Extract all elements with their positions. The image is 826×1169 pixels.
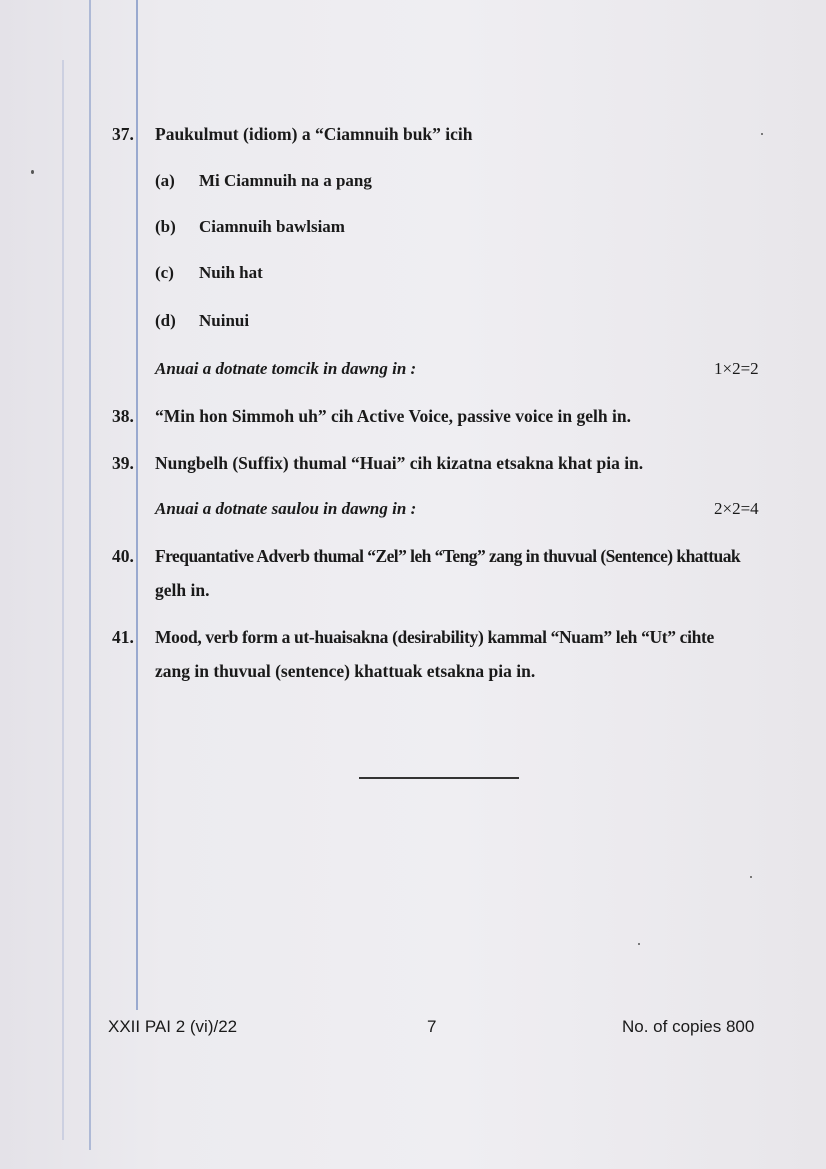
margin-line-left — [89, 0, 91, 1150]
section-marks-short: 1×2=2 — [714, 359, 759, 378]
question-38-text: “Min hon Simmoh uh” cih Active Voice, passive voice in gelh in. — [155, 406, 631, 426]
option-text-b: Ciamnuih bawlsiam — [199, 217, 345, 236]
scan-speck — [638, 943, 640, 945]
scan-speck — [750, 876, 752, 878]
end-of-paper-rule — [359, 777, 519, 779]
question-number-41: 41. — [112, 627, 134, 647]
question-number-38: 38. — [112, 406, 134, 426]
margin-line-faint — [62, 60, 64, 1140]
question-number-37: 37. — [112, 124, 134, 144]
margin-line-right — [136, 0, 138, 1010]
question-40-line1: Frequantative Adverb thumal “Zel” leh “Teng” zang in thuvual (Sentence) khattuak — [155, 546, 741, 566]
footer-page-number: 7 — [427, 1017, 437, 1036]
section-instruction-short: Anuai a dotnate tomcik in dawng in : — [155, 359, 417, 378]
question-40-line2: gelh in. — [155, 580, 210, 600]
scan-speck — [761, 133, 763, 135]
footer-copies: No. of copies 800 — [622, 1017, 755, 1036]
option-label-a: (a) — [155, 171, 175, 190]
question-number-40: 40. — [112, 546, 134, 566]
section-instruction-brief: Anuai a dotnate saulou in dawng in : — [155, 499, 417, 518]
section-marks-brief: 2×2=4 — [714, 499, 759, 518]
option-label-c: (c) — [155, 263, 174, 282]
option-label-b: (b) — [155, 217, 176, 236]
question-37-text: Paukulmut (idiom) a “Ciamnuih buk” icih — [155, 124, 473, 144]
option-text-c: Nuih hat — [199, 263, 263, 282]
question-41-line1: Mood, verb form a ut-huaisakna (desirability) kammal “Nuam” leh “Ut” cihte — [155, 627, 714, 647]
footer-paper-code: XXII PAI 2 (vi)/22 — [108, 1017, 238, 1036]
option-label-d: (d) — [155, 311, 176, 330]
question-41-line2: zang in thuvual (sentence) khattuak etsakna pia in. — [155, 661, 536, 681]
option-text-d: Nuinui — [199, 311, 250, 330]
question-39-text: Nungbelh (Suffix) thumal “Huai” cih kizatna etsakna khat pia in. — [155, 453, 644, 473]
scan-speck — [31, 170, 34, 174]
option-text-a: Mi Ciamnuih na a pang — [199, 171, 372, 190]
question-number-39: 39. — [112, 453, 134, 473]
